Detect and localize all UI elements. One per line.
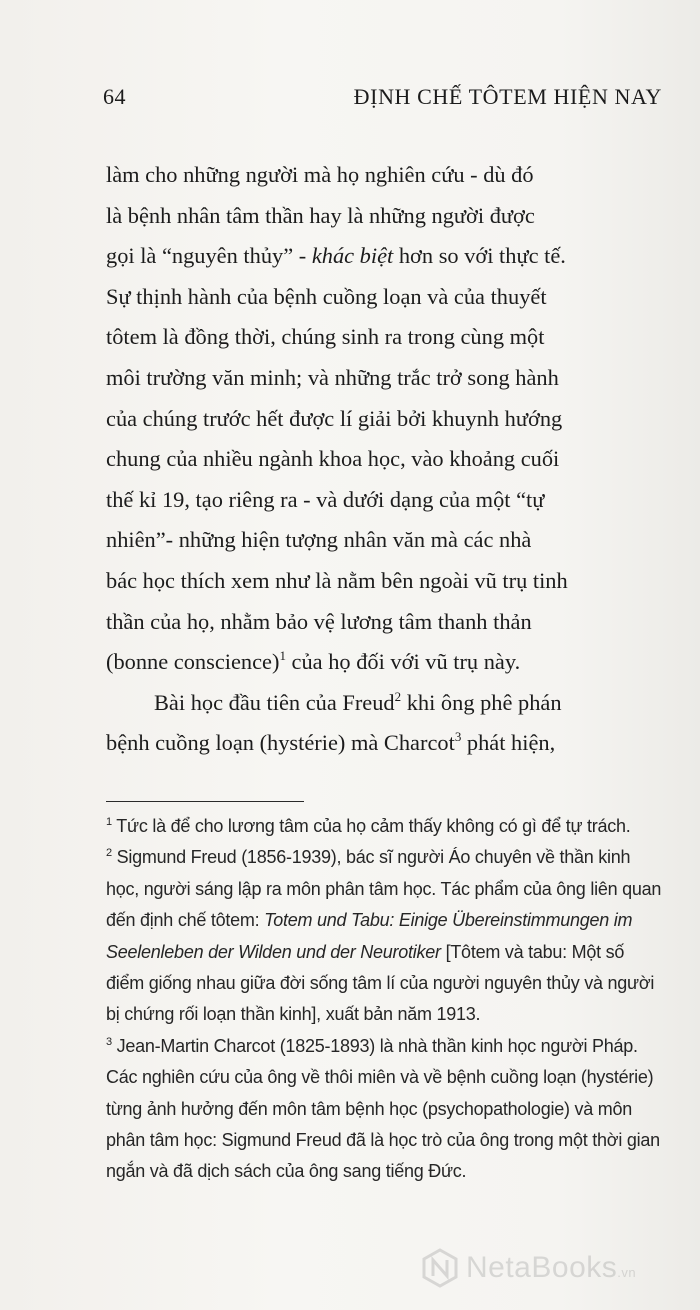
body-line [106,683,668,724]
body-line: thế kỉ 19, tạo riêng ra - và dưới dạng của một “tự [106,486,545,512]
footnote-2 [106,842,668,873]
body-text [106,155,668,764]
running-head: ĐỊNH CHẾ TÔTEM HIỆN NAY [353,84,662,109]
footnote-ref[interactable]: 1 [279,648,286,664]
footnote-1 [106,811,668,842]
netabooks-logo-icon [420,1248,460,1288]
text-run: Bài học đầu tiên của Freud [154,689,395,715]
body-line [106,236,668,277]
text-run: bệnh cuồng loạn (hystérie) mà Charcot [106,730,455,756]
footnote-number: 1 [106,816,112,828]
body-line: thần của họ, nhằm bảo vệ lương tâm thanh thản [106,608,532,634]
body-line: tôtem là đồng thời, chúng sinh ra trong cùng một [106,324,545,350]
footnote-number: 2 [106,847,112,860]
footnote-3 [106,1031,668,1062]
footnote-text: đến định chế tôtem: [106,910,265,931]
body-line: nhiên”- những hiện tượng nhân văn mà các nhà [106,527,532,553]
watermark [420,1248,636,1288]
footnote-line [106,937,668,968]
book-title: Seelenleben der Wilden und der Neurotiker [106,941,441,962]
footnote-line: học, người sáng lập ra môn phân tâm học. Tác phẩm của ông liên quan [106,878,662,899]
footnote-text: Tức là để cho lương tâm của họ cảm thấy không có gì để tự trách. [111,816,631,836]
footnote-line: ngắn và đã dịch sách của ông sang tiếng Đức. [106,1161,467,1182]
footnote-line: Các nghiên cứu của ông về thôi miên và về bệnh cuồng loạn (hystérie) [106,1067,654,1088]
footnote-number: 3 [106,1035,112,1048]
footnote-text: Sigmund Freud (1856-1939), bác sĩ người Áo chuyên về thần kinh [111,847,631,868]
footnote-ref[interactable]: 3 [454,729,462,745]
footnote-divider [106,801,304,802]
emphasis-text: khác biệt [311,243,394,269]
text-run: hơn so với thực tế. [393,243,566,269]
body-line: Sự thịnh hành của bệnh cuồng loạn và của thuyết [106,283,547,309]
book-title: Totem und Tabu: Einige Übereinstimmungen im [264,910,633,931]
footnote-line: từng ảnh hưởng đến môn tâm bệnh học (psychopathologie) và môn [106,1098,632,1119]
watermark-brand: NetaBooks [466,1251,618,1284]
body-line: của chúng trước hết được lí giải bởi khuynh hướng [106,405,563,431]
body-line: môi trường văn minh; và những trắc trở song hành [106,364,559,390]
text-run: của họ đối với vũ trụ này. [285,649,521,675]
footnote-line: bị chứng rối loạn thần kinh], xuất bản năm 1913. [106,1004,481,1025]
watermark-suffix: .vn [617,1265,637,1280]
text-run: gọi là “nguyên thủy” - [106,243,312,269]
footnote-line: điểm giống nhau giữa đời sống tâm lí của người nguyên thủy và người [106,972,655,993]
body-line: bác học thích xem như là nằm bên ngoài vũ trụ tinh [106,567,568,593]
watermark-text [466,1251,636,1285]
body-line: chung của nhiều ngành khoa học, vào khoảng cuối [106,446,560,472]
body-line: là bệnh nhân tâm thần hay là những người được [106,202,535,228]
text-run: (bonne conscience) [106,649,280,675]
footnote-text: [Tôtem và tabu: Một số [440,941,625,962]
page-number: 64 [103,84,126,109]
body-line: làm cho những người mà họ nghiên cứu - dù đó [106,162,534,187]
footnote-line [106,905,668,936]
footnote-line: phân tâm học: Sigmund Freud đã là học trò của ông trong một thời gian [106,1129,660,1150]
footnote-ref[interactable]: 2 [394,688,402,704]
body-line [106,642,668,683]
body-line [106,723,668,764]
footnote-text: Jean-Martin Charcot (1825-1893) là nhà thần kinh học người Pháp. [111,1035,638,1056]
text-run: khi ông phê phán [401,689,562,715]
footnotes [106,811,668,1188]
text-run: phát hiện, [461,730,556,756]
